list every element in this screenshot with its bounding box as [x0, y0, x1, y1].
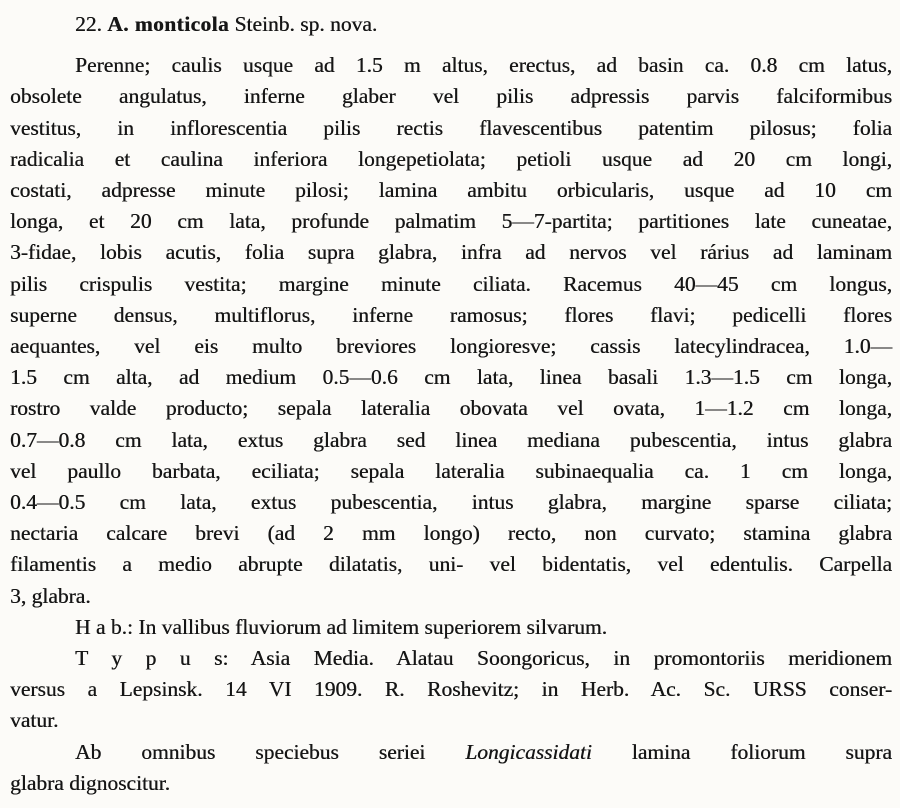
text-segment: 0.4—0.5 cm lata, extus pubescentia, intus glabra, margine sparse ciliata; [10, 490, 892, 515]
paragraph-species-heading [10, 9, 892, 40]
text-segment: aequantes, vel eis multo breviores longioresve; cassis latecylindracea, 1.0— [10, 334, 892, 359]
text-line [10, 705, 892, 736]
text-segment: glabra dignoscitur. [10, 770, 171, 795]
text-segment: 3-fidae, lobis acutis, folia supra glabra, infra ad nervos vel rárius ad laminam [10, 240, 892, 265]
paragraph-diagnosis [10, 737, 892, 799]
text-segment: T y p u s: Asia Media. Alatau Soongoricus, in promontoriis meridionem [75, 646, 892, 671]
text-line [10, 9, 892, 40]
text-line [10, 113, 892, 144]
text-line [10, 206, 892, 237]
text-segment: vel paullo barbata, eciliata; sepala lateralia subinaequalia ca. 1 cm longa, [10, 458, 892, 483]
text-segment: longa, et 20 cm lata, profunde palmatim 5—7-partita; partitiones late cuneatae, [10, 209, 892, 234]
text-segment: H a b.: In vallibus fluviorum ad limitem superiorem silvarum. [75, 614, 608, 639]
text-segment: rostro valde producto; sepala lateralia obovata vel ovata, 1—1.2 cm longa, [10, 396, 892, 421]
text-segment: obsolete angulatus, inferne glaber vel pilis adpressis parvis falciformibus [10, 84, 892, 109]
text-line [10, 456, 892, 487]
text-line [10, 425, 892, 456]
text-line [10, 362, 892, 393]
text-segment: Steinb. sp. nova. [229, 12, 378, 36]
text-segment: lamina foliorum supra [591, 739, 892, 764]
text-segment: 1.5 cm alta, ad medium 0.5—0.6 cm lata, linea basali 1.3—1.5 cm longa, [10, 365, 892, 390]
text-line [10, 737, 892, 768]
text-line [10, 612, 892, 643]
text-line [10, 300, 892, 331]
text-line [10, 643, 892, 674]
text-segment: costati, adpresse minute pilosi; lamina ambitu orbicularis, usque ad 10 cm [10, 178, 892, 203]
bold-text: A. monticola [107, 12, 230, 36]
text-line [10, 269, 892, 300]
text-segment: nectaria calcare brevi (ad 2 mm longo) recto, non curvato; stamina glabra [10, 521, 892, 546]
text-segment: Perenne; caulis usque ad 1.5 m altus, erectus, ad basin ca. 0.8 cm latus, [75, 53, 892, 78]
text-segment: radicalia et caulina inferiora longepetiolata; petioli usque ad 20 cm longi, [10, 146, 892, 171]
text-line [10, 175, 892, 206]
text-line [10, 581, 892, 612]
text-line [10, 393, 892, 424]
text-segment: vestitus, in inflorescentia pilis rectis flavescentibus patentim pilosus; folia [10, 115, 892, 140]
text-segment: 22. [75, 12, 108, 36]
text-line [10, 50, 892, 81]
text-segment: Ab omnibus speciebus seriei [75, 739, 466, 764]
italic-text: Longicassidati [465, 739, 592, 764]
text-segment: versus a Lepsinsk. 14 VI 1909. R. Roshevitz; in Herb. Ac. Sc. URSS conser- [10, 677, 892, 702]
text-line [10, 549, 892, 580]
text-segment: 3, glabra. [10, 583, 91, 608]
text-line [10, 81, 892, 112]
text-line [10, 237, 892, 268]
paragraph-typus [10, 643, 892, 737]
text-segment: filamentis a medio abrupte dilatatis, uni- vel bidentatis, vel edentulis. Carpella [10, 552, 892, 577]
paragraph-habitat [10, 612, 892, 643]
text-line [10, 487, 892, 518]
text-segment: superne densus, multiflorus, inferne ramosus; flores flavi; pedicelli flores [10, 302, 892, 327]
text-line [10, 331, 892, 362]
text-line [10, 768, 892, 799]
text-line [10, 518, 892, 549]
paragraph-description [10, 50, 892, 612]
text-segment: pilis crispulis vestita; margine minute ciliata. Racemus 40—45 cm longus, [10, 271, 892, 296]
text-line [10, 144, 892, 175]
text-segment: 0.7—0.8 cm lata, extus glabra sed linea mediana pubescentia, intus glabra [10, 427, 892, 452]
text-segment: vatur. [10, 708, 59, 733]
text-line [10, 674, 892, 705]
